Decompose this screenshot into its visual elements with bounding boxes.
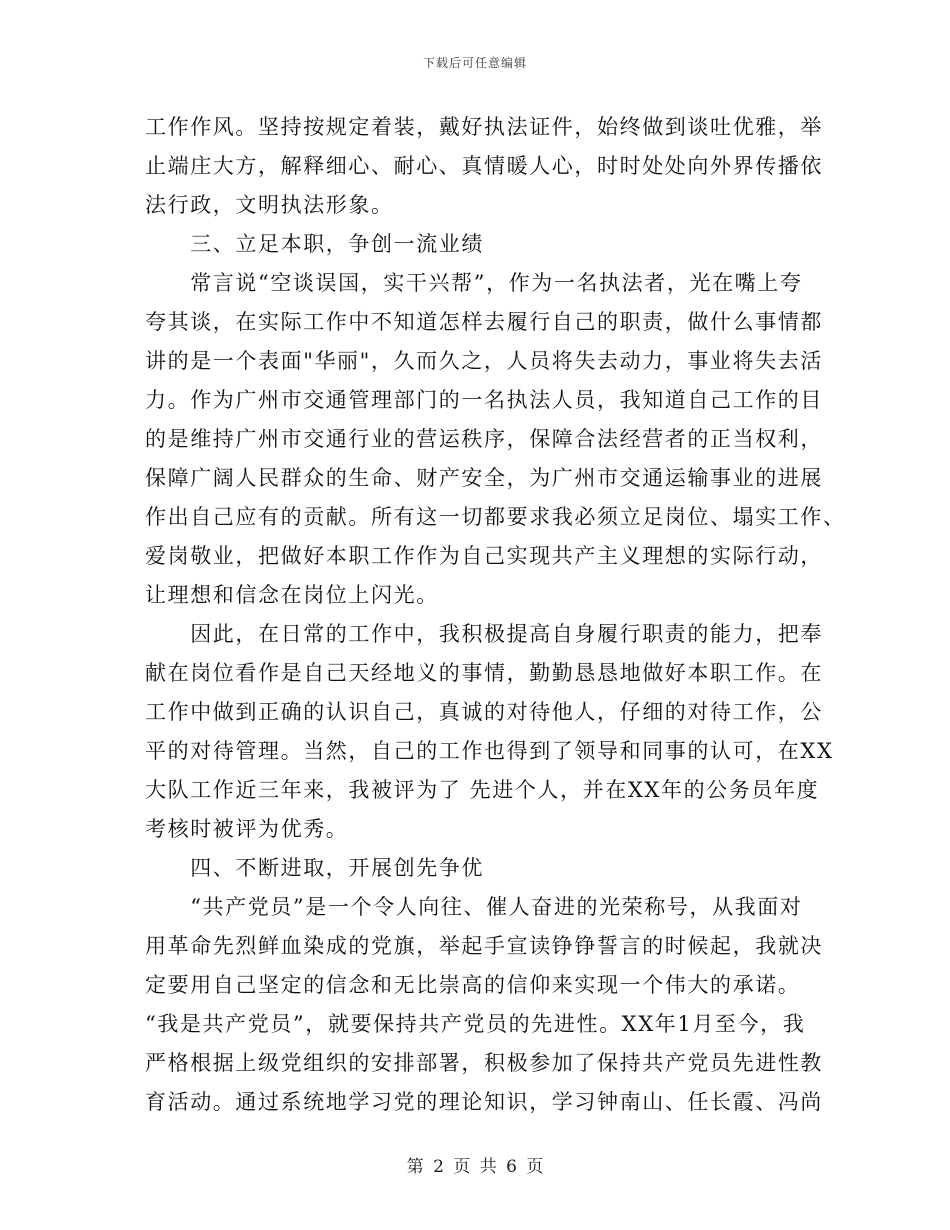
page-number-footer: 第 2 页 共 6 页 — [406, 1157, 544, 1177]
document-body — [145, 108, 846, 1122]
text-line: 让理想和信念在岗位上闪光。 — [145, 583, 439, 607]
text-line: 力。作为广州市交通管理部门的一名执法人员，我知道自己工作的目 — [145, 388, 823, 412]
section-heading: 三、立足本职，争创一流业绩 — [145, 232, 484, 256]
text-line: 育活动。通过系统地学习党的理论知识，学习钟南山、任长霞、冯尚 — [145, 1090, 823, 1114]
text-line: 工作作风。坚持按规定着装，戴好执法证件，始终做到谈吐优雅，举 — [145, 115, 823, 139]
text-line: 献在岗位看作是自己天经地义的事情，勤勤恳恳地做好本职工作。在 — [145, 661, 823, 685]
text-line: 严格根据上级党组织的安排部署，积极参加了保持共产党员先进性教 — [145, 1051, 823, 1075]
text-line: 作出自己应有的贡献。所有这一切都要求我必须立足岗位、塌实工作、 — [145, 505, 846, 529]
text-line: 保障广阔人民群众的生命、财产安全，为广州市交通运输事业的进展 — [145, 466, 823, 490]
text-line: 常言说“空谈误国，实干兴帮”，作为一名执法者，光在嘴上夸 — [145, 271, 803, 295]
text-line: 考核时被评为优秀。 — [145, 817, 349, 841]
text-line: “共产党员”是一个令人向往、催人奋进的光荣称号，从我面对 — [145, 895, 803, 919]
text-line: 平的对待管理。当然，自己的工作也得到了领导和同事的认可，在XX — [145, 739, 834, 763]
text-line: 法行政，文明执法形象。 — [145, 193, 394, 217]
text-line: 爱岗敬业，把做好本职工作作为自己实现共产主义理想的实际行动， — [145, 544, 823, 568]
text-line: “我是共产党员”，就要保持共产党员的先进性。XX年1月至今，我 — [145, 1012, 806, 1036]
text-line: 定要用自己坚定的信念和无比崇高的信仰来实现一个伟大的承诺。 — [145, 973, 801, 997]
text-line: 因此，在日常的工作中，我积极提高自身履行职责的能力，把奉 — [145, 622, 823, 646]
text-line: 夸其谈，在实际工作中不知道怎样去履行自己的职责，做什么事情都 — [145, 310, 823, 334]
text-line: 的是维持广州市交通行业的营运秩序，保障合法经营者的正当权利， — [145, 427, 823, 451]
text-line: 止端庄大方，解释细心、耐心、真情暖人心，时时处处向外界传播依 — [145, 154, 823, 178]
page-header: 下载后可任意编辑 — [422, 56, 527, 70]
text-line: 大队工作近三年来，我被评为了 先进个人，并在XX年的公务员年度 — [145, 778, 820, 802]
section-heading: 四、不断进取，开展创先争优 — [145, 856, 484, 880]
text-line: 讲的是一个表面"华丽"，久而久之，人员将失去动力，事业将失去活 — [145, 349, 823, 373]
text-line: 工作中做到正确的认识自己，真诚的对待他人，仔细的对待工作，公 — [145, 700, 823, 724]
text-line: 用革命先烈鲜血染成的党旗，举起手宣读铮铮誓言的时候起，我就决 — [145, 934, 823, 958]
